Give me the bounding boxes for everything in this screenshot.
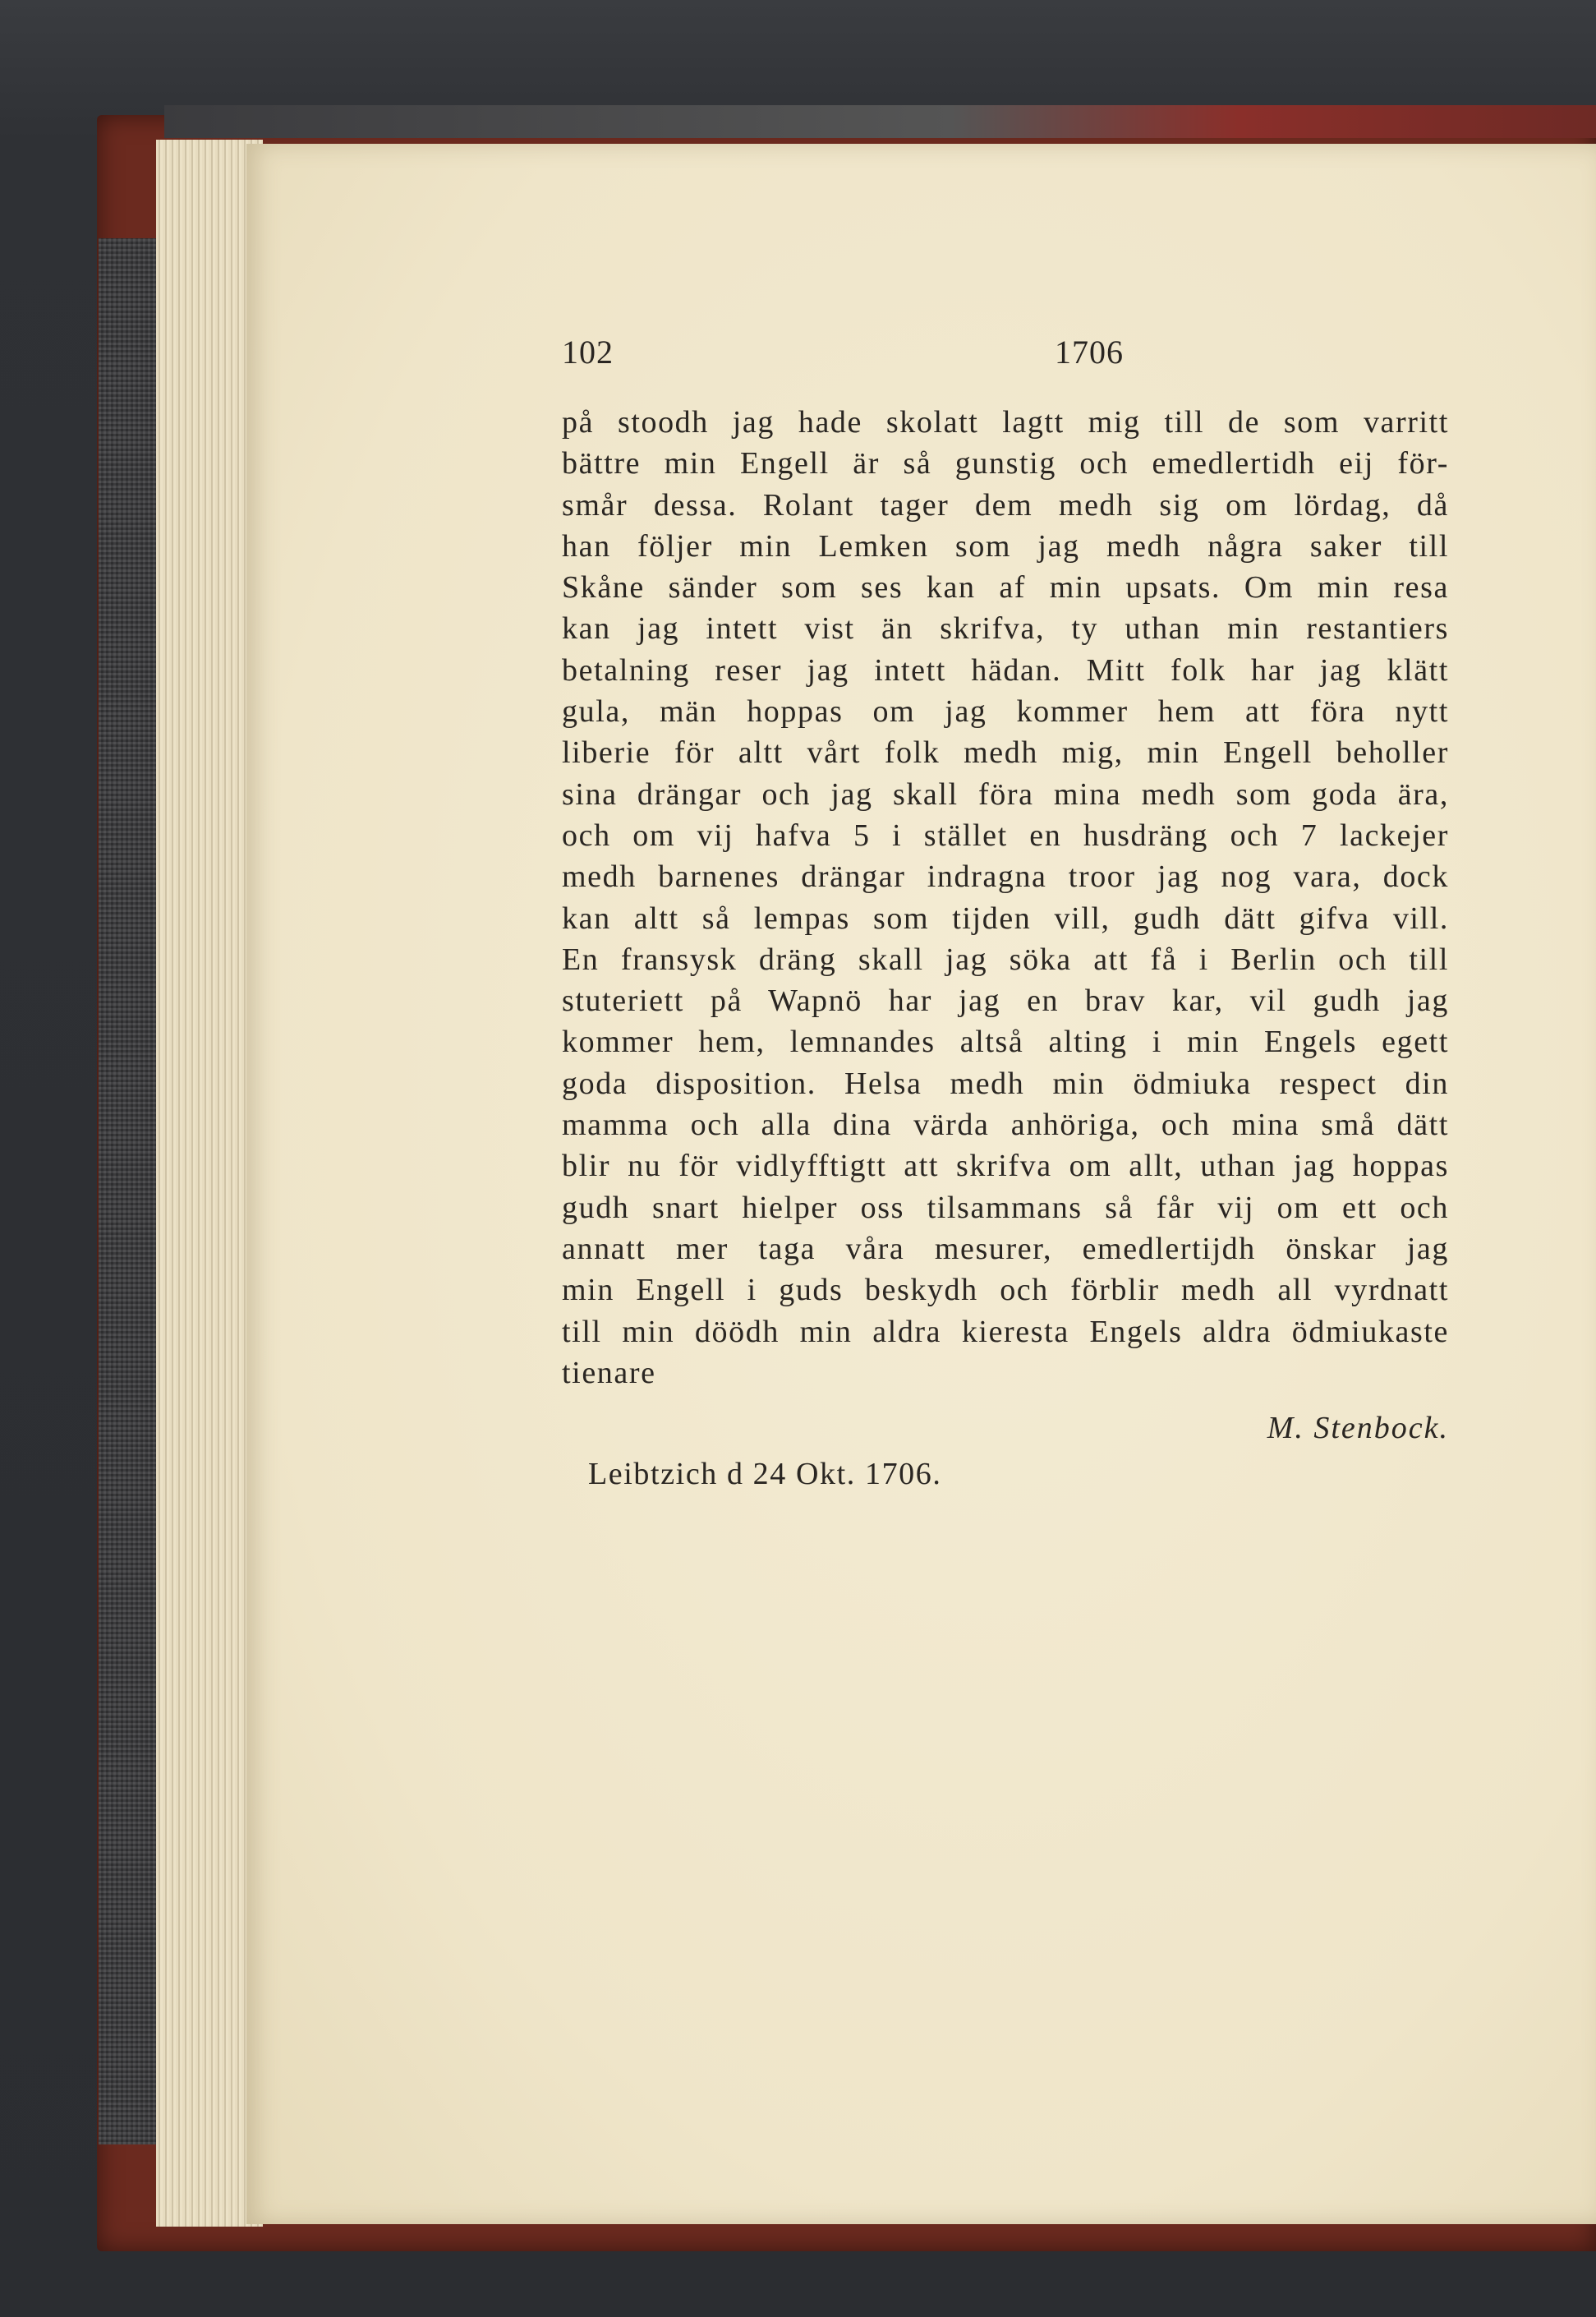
dateline: Leibtzich d 24 Okt. 1706.	[588, 1457, 942, 1492]
letter-line: min Engell i guds beskydh och förblir medh all vyrdnatt	[562, 1273, 1449, 1308]
letter-line: smår dessa. Rolant tager dem medh sig om lördag, då	[562, 487, 1449, 523]
letter-line: kommer hem, lemnandes altså alting i min Engels egett	[562, 1025, 1449, 1060]
letter-line: kan jag intett vist än skrifva, ty uthan min restantiers	[562, 611, 1449, 647]
letter-line: mamma och alla dina värda anhöriga, och mina små dätt	[562, 1108, 1449, 1143]
letter-line: blir nu för vidlyfftigtt att skrifva om allt, uthan jag hoppas	[562, 1149, 1449, 1184]
letter-line: och om vij hafva 5 i stället en husdräng och 7 lackejer	[562, 818, 1449, 853]
page-content	[315, 333, 1449, 1492]
letter-line: goda disposition. Helsa medh min ödmiuka respect din	[562, 1066, 1449, 1101]
book-spine-cloth	[99, 238, 164, 2144]
letter-line: betalning reser jag intett hädan. Mitt folk har jag klätt	[562, 652, 1449, 688]
running-title: 1706	[1055, 334, 1124, 371]
letter-line: liberie för altt vårt folk medh mig, min Engell beholler	[562, 735, 1449, 771]
signature-row	[562, 1410, 1449, 1456]
letter-line: kan altt så lempas som tijden vill, gudh dätt gifva vill.	[562, 901, 1449, 936]
letter-line: till min döödh min aldra kieresta Engels aldra ödmiukaste	[562, 1314, 1449, 1349]
letter-line: bättre min Engell är så gunstig och emedlertidh eij för-	[562, 446, 1449, 481]
book-cover-top-edge	[164, 105, 1596, 138]
letter-line: medh barnenes drängar indragna troor jag nog vara, dock	[562, 859, 1449, 895]
letter-line: En fransysk dräng skall jag söka att få i Berlin och till	[562, 942, 1449, 977]
signature: M. Stenbock.	[1267, 1411, 1449, 1446]
letter-line: gudh snart hielper oss tilsammans så får vij om ett och	[562, 1190, 1449, 1225]
letter-line: sina drängar och jag skall föra mina medh som goda ära,	[562, 776, 1449, 812]
letter-body	[562, 402, 1449, 1393]
letter-line: stuteriett på Wapnö har jag en brav kar, vil gudh jag	[562, 983, 1449, 1019]
letter-line: på stoodh jag hade skolatt lagtt mig till de som varritt	[562, 405, 1449, 440]
running-head	[315, 333, 1449, 382]
letter-line: Skåne sänder som ses kan af min upsats. Om min resa	[562, 570, 1449, 606]
letter-line: annatt mer taga våra mesurer, emedlertijdh önskar jag	[562, 1231, 1449, 1266]
letter-line: han följer min Lemken som jag medh några saker till	[562, 528, 1449, 564]
page-number: 102	[562, 334, 614, 371]
letter-line: tienare	[562, 1355, 656, 1390]
letter-line: gula, män hoppas om jag kommer hem att föra nytt	[562, 694, 1449, 730]
